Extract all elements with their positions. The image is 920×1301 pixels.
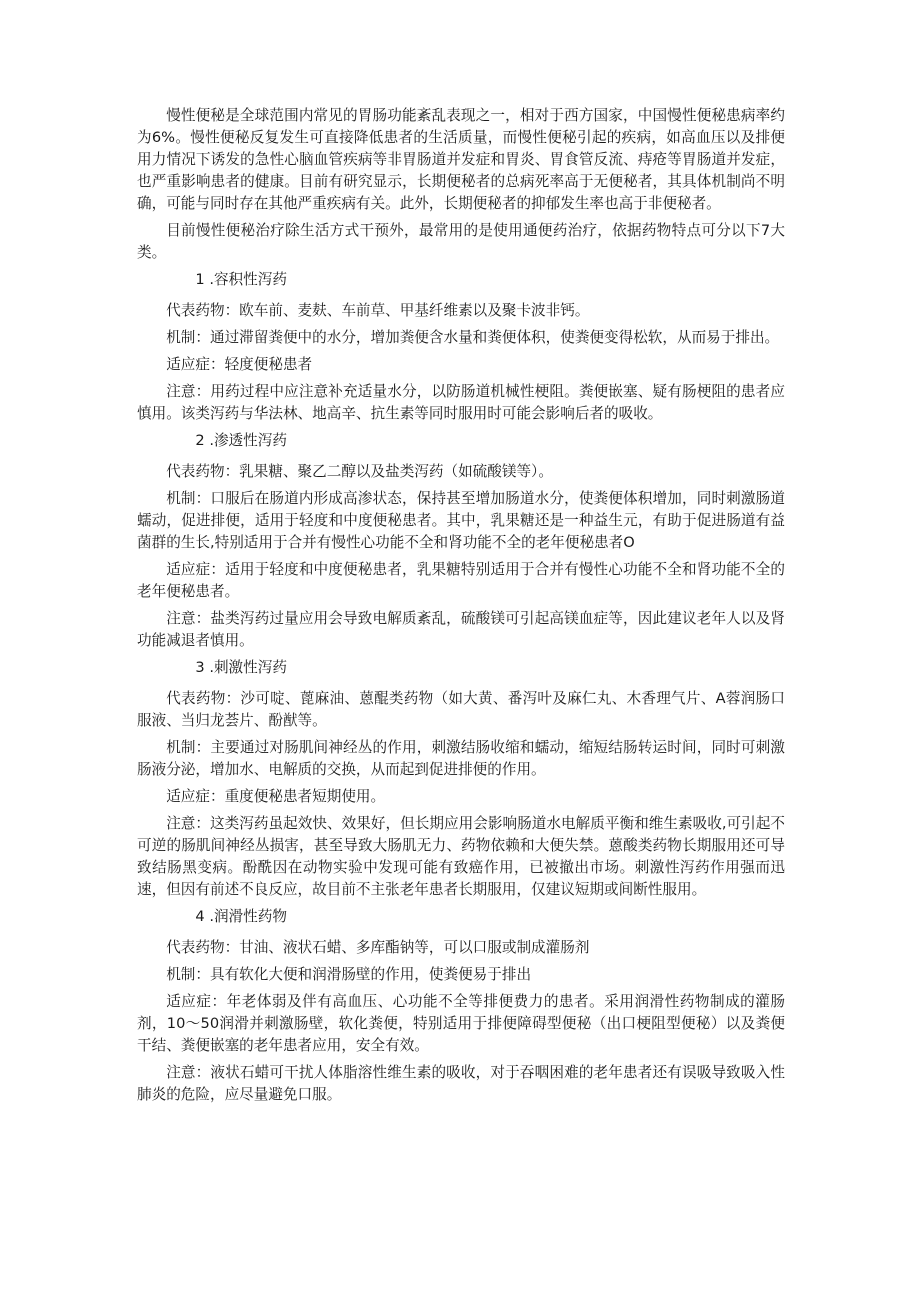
section-title: .容积性泻药 <box>209 271 287 288</box>
indication-paragraph: 适应症：适用于轻度和中度便秘患者，乳果糖特别适用于合并有慢性心功能不全和肾功能不全的老年便秘患者。 <box>137 561 785 600</box>
mechanism-paragraph: 机制：口服后在肠道内形成高渗状态，保持甚至增加肠道水分，使粪便体积增加，同时刺激肠道蠕动，促进排便，适用于轻度和中度便秘患者。其中，乳果糖还是一种益生元，有助于促进肠道有益菌群的生长,特别适用于合并有慢性心功能不全和肾功能不全的老年便秘患者O <box>137 490 785 551</box>
section-number: 1 <box>195 271 205 288</box>
section-heading <box>137 269 785 291</box>
section-title: .渗透性泻药 <box>209 432 287 449</box>
drug-paragraph: 代表药物：乳果糖、聚乙二醇以及盐类泻药（如硫酸镁等）。 <box>166 463 553 480</box>
drug-paragraph: 代表药物：沙可啶、蓖麻油、蒽醌类药物（如大黄、番泻叶及麻仁丸、木香理气片、A蓉润肠口服液、当归龙荟片、酚猷等。 <box>137 690 785 729</box>
section-title: .刺激性泻药 <box>209 659 287 676</box>
section-heading <box>137 906 785 928</box>
drug-paragraph: 代表药物：甘油、液状石蜡、多库酯钠等，可以口服或制成灌肠剂 <box>166 939 590 956</box>
caution-paragraph: 注意：这类泻药虽起效快、效果好，但长期应用会影响肠道水电解质平衡和维生素吸收,可引起不可逆的肠肌间神经丛损害，甚至导致大肠肌无力、药物依赖和大便失禁。蒽酸类药物长期服用还可导致结肠黑变病。酚酰因在动物实验中发现可能有致癌作用，已被撤出市场。刺激性泻药作用强而迅速，但因有前述不良反应，故目前不主张老年患者长期服用，仅建议短期或间断性服用。 <box>137 815 785 898</box>
caution-paragraph: 注意：盐类泻药过量应用会导致电解质紊乱，硫酸镁可引起高镁血症等，因此建议老年人以及肾功能减退者慎用。 <box>137 610 785 649</box>
section-title: .润滑性药物 <box>209 908 287 925</box>
mechanism-paragraph: 机制：通过滞留粪便中的水分，增加粪便含水量和粪便体积，使粪便变得松软，从而易于排出。 <box>166 329 780 346</box>
indication-paragraph: 适应症：年老体弱及伴有高血压、心功能不全等排便费力的患者。采用润滑性药物制成的灌肠剂，10～50润滑并刺激肠壁，软化粪便，特别适用于排便障碍型便秘（出口梗阻型便秘）以及粪便干结、粪便嵌塞的老年患者应用，安全有效。 <box>137 993 785 1054</box>
caution-paragraph: 注意：液状石蜡可干扰人体脂溶性维生素的吸收，对于吞咽困难的老年患者还有误吸导致吸入性肺炎的危险，应尽量避免口服。 <box>137 1064 785 1103</box>
indication-paragraph: 适应症：轻度便秘患者 <box>166 356 313 373</box>
intro-paragraph: 慢性便秘是全球范围内常见的胃肠功能紊乱表现之一，相对于西方国家，中国慢性便秘患病率约为6%。慢性便秘反复发生可直接降低患者的生活质量，而慢性便秘引起的疾病，如高血压以及排便用力情况下诱发的急性心脑血管疾病等非胃肠道并发症和胃炎、胃食管反流、痔疮等胃肠道并发症，也严重影响患者的健康。目前有研究显示，长期便秘者的总病死率高于无便秘者，其具体机制尚不明确，可能与同时存在其他严重疾病有关。此外，长期便秘者的抑郁发生率也高于非便秘者。 <box>137 107 785 212</box>
caution-paragraph: 注意：用药过程中应注意补充适量水分，以防肠道机械性梗阻。粪便嵌塞、疑有肠梗阻的患者应慎用。该类泻药与华法林、地高辛、抗生素等同时服用时可能会影响后者的吸收。 <box>137 383 785 422</box>
section-number: 4 <box>195 908 205 925</box>
section-number: 3 <box>195 659 205 676</box>
indication-paragraph: 适应症：重度便秘患者短期使用。 <box>166 788 386 805</box>
drug-paragraph: 代表药物：欧车前、麦麸、车前草、甲基纤维素以及聚卡波非钙。 <box>166 302 590 319</box>
intro-paragraph: 目前慢性便秘治疗除生活方式干预外，最常用的是使用通便药治疗，依据药物特点可分以下7大类。 <box>137 222 785 261</box>
section-heading <box>137 430 785 452</box>
document-page <box>137 105 785 1111</box>
section-heading <box>137 657 785 679</box>
mechanism-paragraph: 机制：具有软化大便和润滑肠壁的作用，使粪便易于排出 <box>166 966 532 983</box>
section-number: 2 <box>195 432 205 449</box>
mechanism-paragraph: 机制：主要通过对肠肌间神经丛的作用，刺激结肠收缩和蠕动，缩短结肠转运时间，同时可刺激肠液分泌，增加水、电解质的交换，从而起到促进排便的作用。 <box>137 739 785 778</box>
